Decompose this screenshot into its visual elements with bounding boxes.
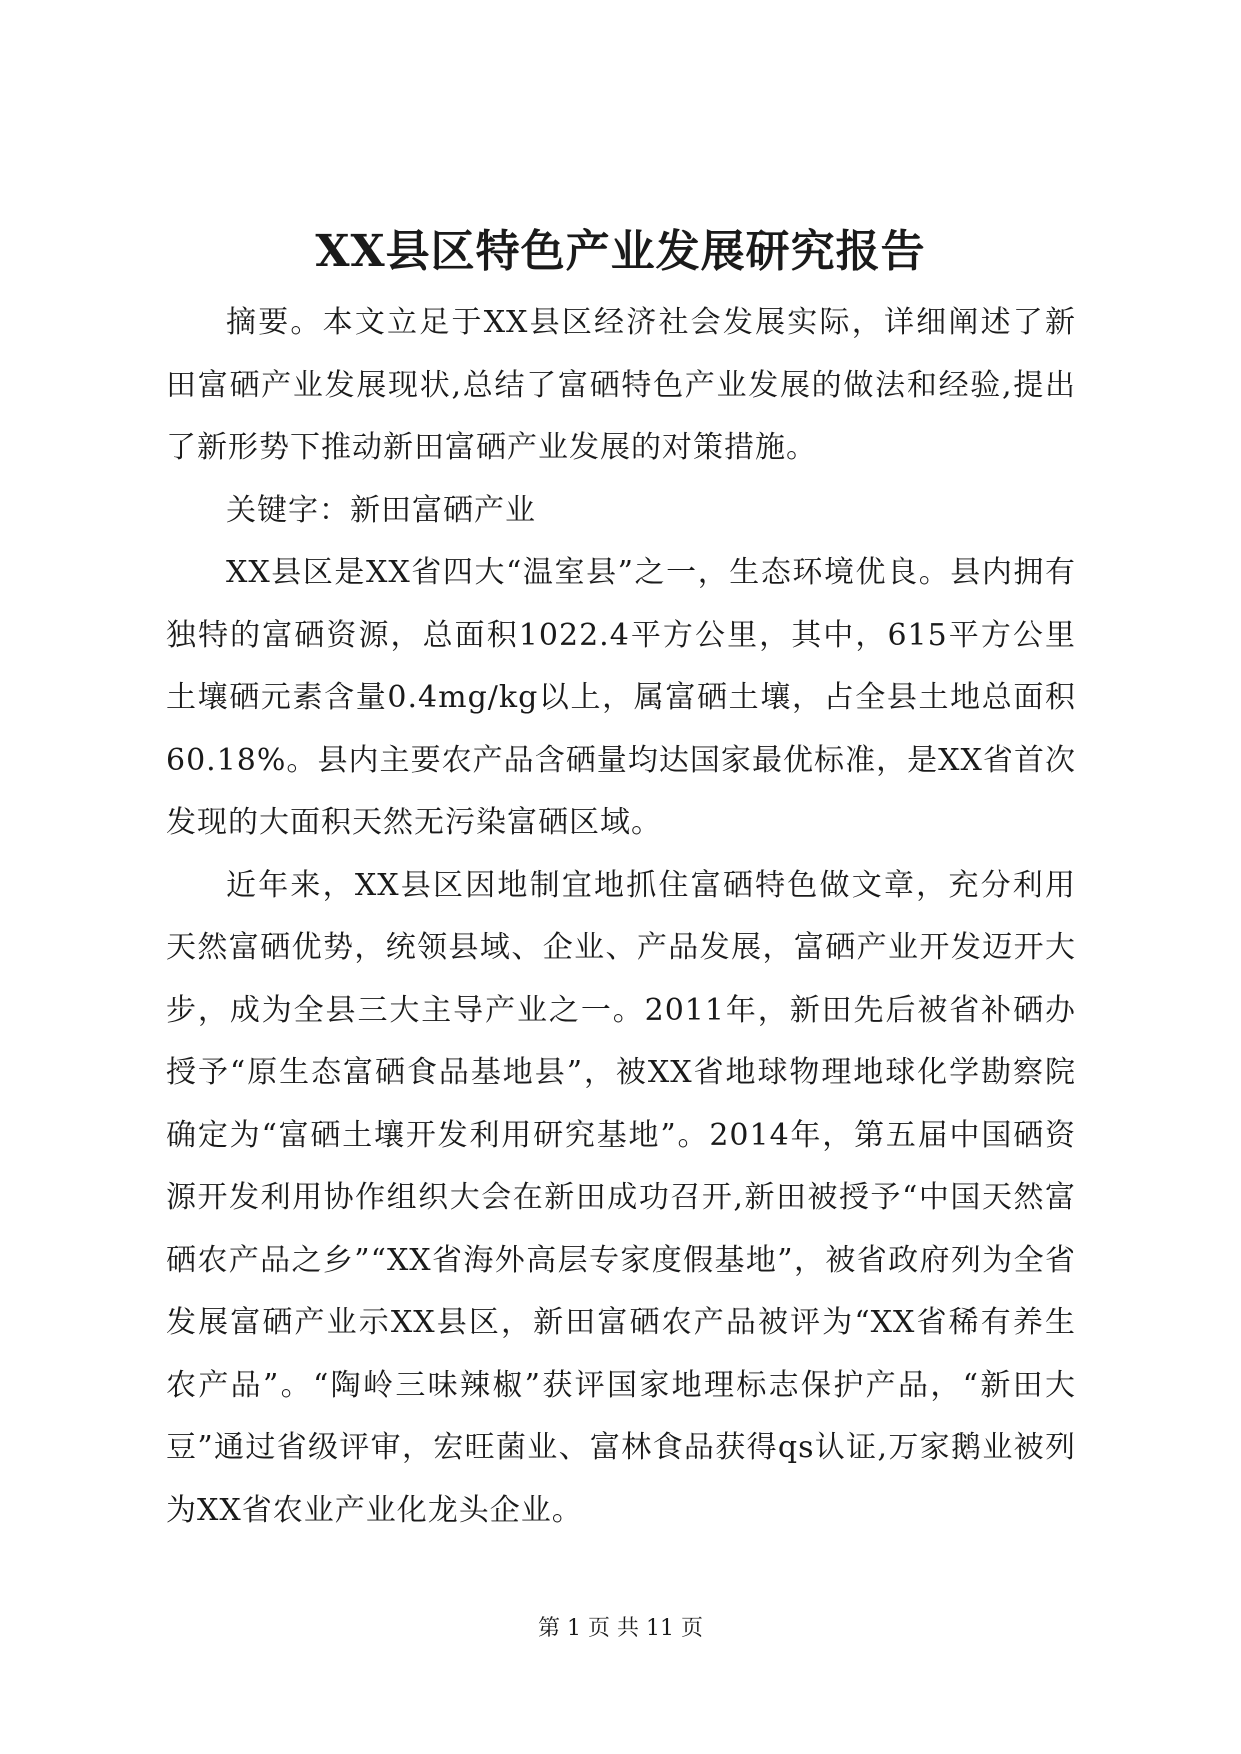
document-title: XX县区特色产业发展研究报告	[315, 226, 926, 277]
keywords-paragraph: 关键字：新田富硒产业	[226, 492, 536, 528]
document-body	[166, 292, 1076, 1542]
abstract-paragraph: 摘要。本文立足于XX县区经济社会发展实际，详细阐述了新田富硒产业发展现状,总结了富硒特色产业发展的做法和经验,提出了新形势下推动新田富硒产业发展的对策措施。	[166, 305, 1076, 465]
body-paragraph: XX县区是XX省四大“温室县”之一，生态环境优良。县内拥有独特的富硒资源，总面积1022.4平方公里，其中，615平方公里土壤硒元素含量0.4mg/kg以上，属富硒土壤，占全县土地总面积60.18%。县内主要农产品含硒量均达国家最优标准，是XX省首次发现的大面积天然无污染富硒区域。	[166, 555, 1076, 840]
page-footer: 第 1 页 共 11 页	[538, 1616, 703, 1641]
body-paragraph: 近年来，XX县区因地制宜地抓住富硒特色做文章，充分利用天然富硒优势，统领县域、企业、产品发展，富硒产业开发迈开大步，成为全县三大主导产业之一。2011年，新田先后被省补硒办授予“原生态富硒食品基地县”，被XX省地球物理地球化学勘察院确定为“富硒土壤开发利用研究基地”。2014年，第五届中国硒资源开发利用协作组织大会在新田成功召开,新田被授予“中国天然富硒农产品之乡”“XX省海外高层专家度假基地”，被省政府列为全省发展富硒产业示XX县区，新田富硒农产品被评为“XX省稀有养生农产品”。“陶岭三味辣椒”获评国家地理标志保护产品，“新田大豆”通过省级评审，宏旺菌业、富林食品获得qs认证,万家鹅业被列为XX省农业产业化龙头企业。	[166, 867, 1076, 1528]
